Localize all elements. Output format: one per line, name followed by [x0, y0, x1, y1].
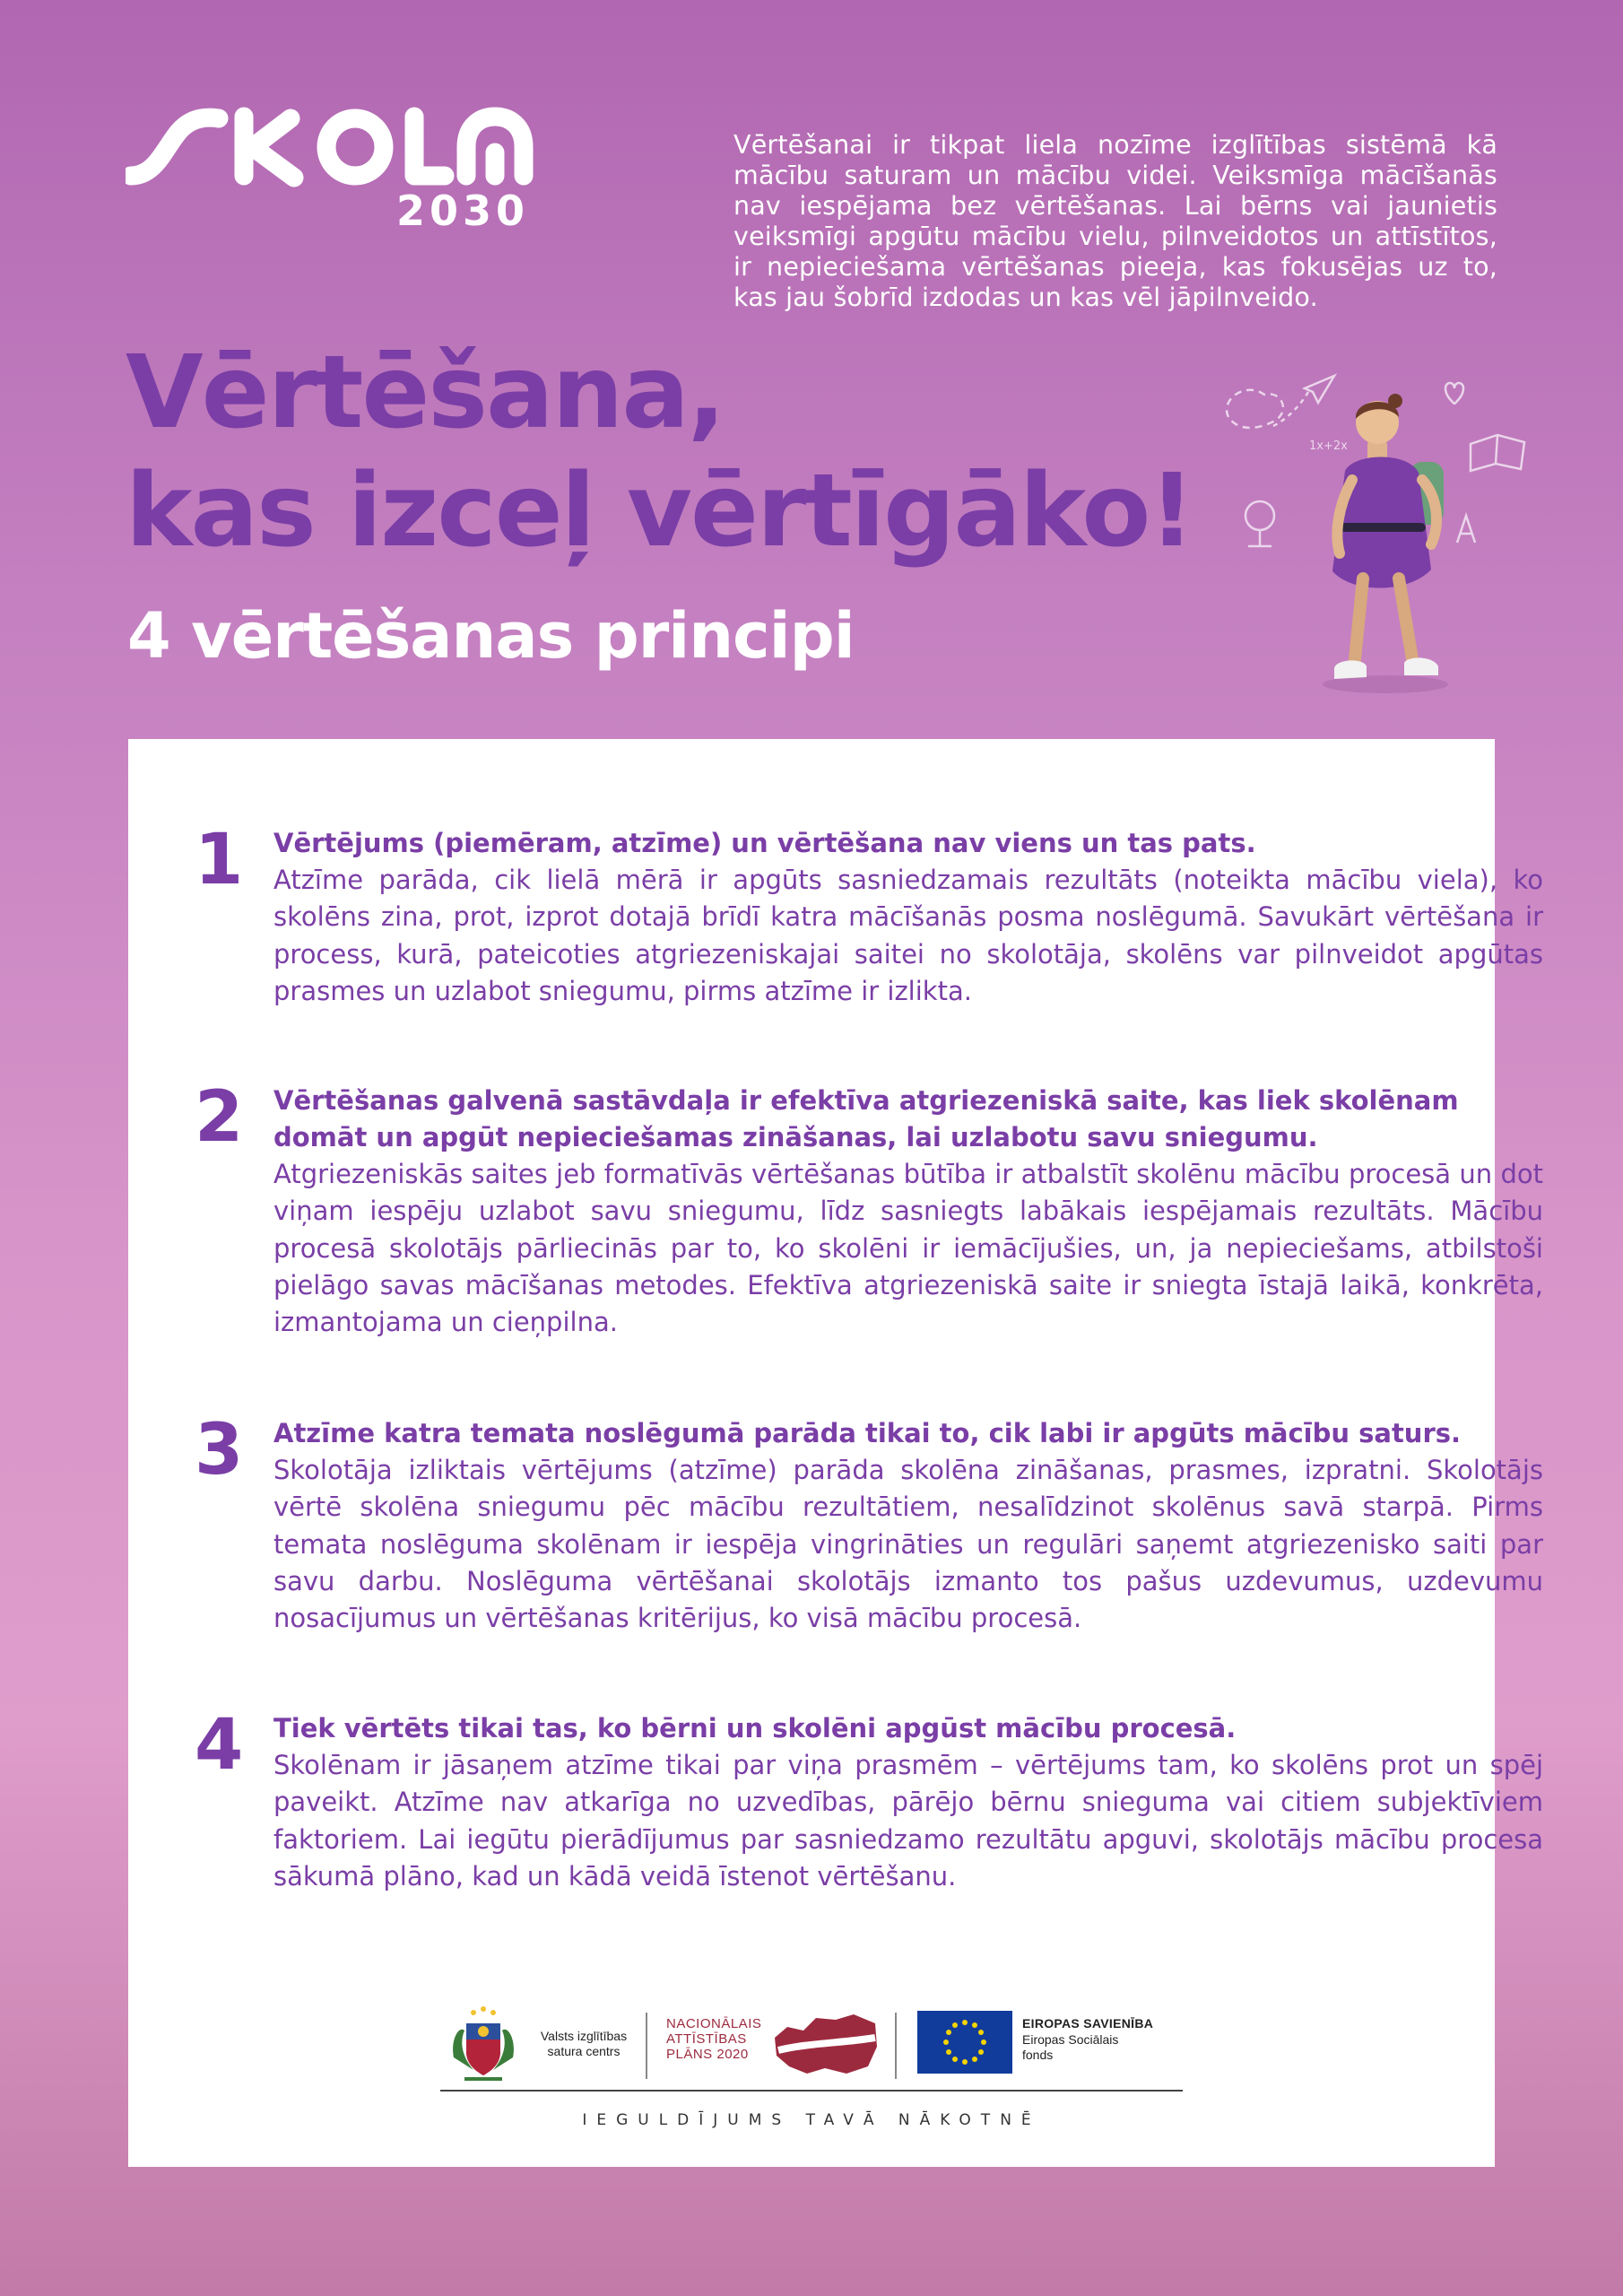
principle-heading: Vērtēšanas galvenā sastāvdaļa ir efektīva atgriezeniskā saite, kas liek skolēnam domāt un apgūt nepieciešamas zināšanas, lai uzlabotu savu sniegumu. [273, 1085, 1459, 1152]
principle-body: Skolotāja izliktais vērtējums (atzīme) parāda skolēna zināšanas, prasmes, izpratni. Skolotājs vērtē skolēna sniegumu pēc mācību rezultātiem, nesalīdzinot skolēnus savā starpā. Pirms temata noslēguma skolēnam ir iespēja vingrināties un regulāri saņemt atgriezenisko saiti par savu darbu. Noslēguma vērtēšanai skolotājs izmanto tos pašus uzdevumus, uzdevumu nosacījumus un vērtēšanas kritērijus, ko visā mācību procesā. [273, 1455, 1543, 1634]
principle-text [273, 1415, 1543, 1637]
eu-flag-icon [917, 2011, 1012, 2074]
principle-text [273, 1710, 1543, 1895]
title-line-2: kas izceļ vērtīgāko! [126, 453, 1193, 570]
student-illustration [1219, 363, 1542, 704]
visc-line-2: satura centrs [547, 2044, 621, 2058]
skola-2030-logo [126, 99, 538, 242]
page-subtitle: 4 vērtēšanas principi [127, 599, 855, 673]
principle-body: Atgriezeniskās saites jeb formatīvās vērtēšanas būtība ir atbalstīt skolēnu mācību procesā un dot viņam iespēju uzlabot savu sniegumu, līdz sasniegts labākais iespējamais rezultāts. Mācību procesā skolotājs pārliecinās par to, ko skolēni ir iemācījušies, un, ja nepieciešams, atbilstoši pielāgo savas mācīšanas metodes. Efektīva atgriezeniskā saite ir sniegta īstajā laikā, konkrēta, izmantojama un cieņpilna. [273, 1159, 1543, 1338]
latvia-map-icon [771, 2011, 879, 2078]
intro-paragraph: Vērtēšanai ir tikpat liela nozīme izglītības sistēmā kā mācību saturam un mācību videi. Veiksmīga mācīšanās nav iespējama bez vērtēšanas. Lai bērns vai jaunietis veiksmīgi apgūtu mācību vielu, pilnveidotos un attīstītos, ir nepieciešama vērtēšanas pieeja, kas fokusējas uz to, kas jau šobrīd izdodas un kas vēl jāpilnveido. [733, 129, 1497, 312]
eu-line-3: fonds [1022, 2048, 1054, 2062]
principle-text [273, 1083, 1543, 1341]
footer-slogan: IEGULDĪJUMS TAVĀ NĀKOTNĒ [582, 2111, 1041, 2129]
principle-heading: Atzīme katra temata noslēgumā parāda tikai to, cik labi ir apgūts mācību saturs. [273, 1418, 1462, 1448]
eu-label [1022, 2014, 1202, 2063]
principle-number: 2 [195, 1077, 244, 1158]
nap-line-1: NACIONĀLAIS [666, 2016, 762, 2031]
logo-year: 2030 [396, 187, 530, 235]
principle-heading: Tiek vērtēts tikai tas, ko bērni un skolēni apgūst mācību procesā. [273, 1713, 1237, 1744]
principle-heading: Vērtējums (piemēram, atzīme) un vērtēšana nav viens un tas pats. [273, 828, 1256, 858]
visc-label [534, 2029, 633, 2059]
nap-line-3: PLĀNS 2020 [666, 2047, 749, 2062]
svg-text:1x+2x: 1x+2x [1309, 439, 1348, 453]
principle-text [273, 825, 1543, 1010]
principle-body: Skolēnam ir jāsaņem atzīme tikai par viņa prasmēm – vērtējums tam, ko skolēns prot un spēj paveikt. Atzīme nav atkarīga no uzvedības, pārējo bērnu snieguma vai citiem subjektīviem faktoriem. Lai iegūtu pierādījumus par sasniedzamo rezultātu apguvi, skolotājs mācību procesa sākumā plāno, kad un kādā veidā īstenot vērtēšanu. [273, 1750, 1543, 1892]
nap-line-2: ATTĪSTĪBAS [666, 2031, 747, 2047]
footer-divider [440, 2090, 1183, 2092]
principle-number: 3 [195, 1410, 244, 1491]
page-title [126, 334, 1193, 570]
nap-label [666, 2016, 774, 2062]
principles-card [128, 739, 1543, 2167]
eu-line-2: Eiropas Sociālais [1022, 2032, 1119, 2047]
title-line-1: Vērtēšana, [126, 335, 725, 451]
divider [646, 2013, 647, 2079]
visc-line-1: Valsts izglītības [540, 2029, 628, 2043]
coat-of-arms-icon [447, 2004, 520, 2084]
sponsor-logos [447, 2004, 1191, 2102]
principle-number: 4 [195, 1705, 244, 1786]
eu-line-1: EIROPAS SAVIENĪBA [1022, 2016, 1154, 2031]
divider [895, 2013, 897, 2079]
principle-number: 1 [195, 820, 244, 900]
principle-body: Atzīme parāda, cik lielā mērā ir apgūts sasniedzamais rezultāts (noteikta mācību viela), ko skolēns zina, prot, izprot dotajā brīdī katra mācīšanās posma noslēgumā. Savukārt vērtēšana ir process, kurā, pateicoties atgriezeniskajai saitei no skolotāja, skolēns var pilnveidot apgūtas prasmes un uzlabot sniegumu, pirms atzīme ir izlikta. [273, 865, 1543, 1006]
